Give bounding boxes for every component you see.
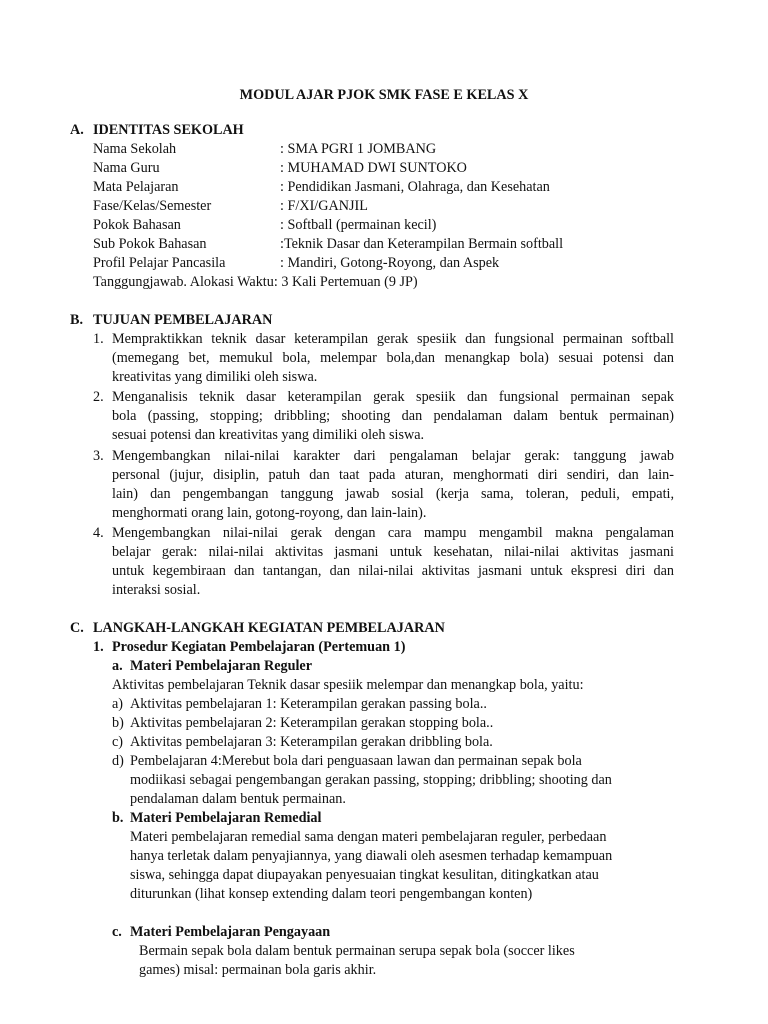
text-line: (memegang bet, memukul bola, melempar bola,dan menangkap bola) sesuai potensi dan <box>112 350 674 366</box>
identity-label: Nama Guru <box>93 160 160 176</box>
objective-item <box>112 388 674 445</box>
identity-label: Pokok Bahasan <box>93 217 181 233</box>
activity-text: Aktivitas pembelajaran 2: Keterampilan gerakan stopping bola.. <box>130 715 494 731</box>
list-number: 1. <box>93 331 104 347</box>
document-title: MODUL AJAR PJOK SMK FASE E KELAS X <box>239 87 529 103</box>
section-a-letter: A. <box>70 122 84 138</box>
identity-label: Fase/Kelas/Semester <box>93 198 212 214</box>
text-line: menghormati orang lain, gotong-royong, dan lain-lain). <box>112 505 427 521</box>
identity-value: :Teknik Dasar dan Keterampilan Bermain softball <box>280 236 564 252</box>
remedial-text-line: siswa, sehingga dapat diupayakan penyesuaian tingkat kesulitan, ditingkatkan atau <box>130 867 599 883</box>
enrichment-text-line: Bermain sepak bola dalam bentuk permainan serupa sepak bola (soccer likes <box>139 943 575 959</box>
identity-value: : F/XI/GANJIL <box>280 198 368 214</box>
subheading-b-letter: b. <box>112 810 124 826</box>
text-line: kreativitas yang dimiliki oleh siswa. <box>112 369 318 385</box>
list-number: 3. <box>93 448 104 464</box>
text-line: Mengembangkan nilai-nilai karakter dari pengalaman belajar gerak: tanggung jawab <box>112 448 674 464</box>
subheading-c: Materi Pembelajaran Pengayaan <box>130 924 331 940</box>
activity-mark: b) <box>112 715 124 731</box>
text-line: interaksi sosial. <box>112 582 201 598</box>
remedial-text-line: Materi pembelajaran remedial sama dengan materi pembelajaran reguler, perbedaan <box>130 829 607 845</box>
objective-item <box>112 447 674 523</box>
text-line: Mengembangkan nilai-nilai gerak dengan cara mampu mengambil makna pengalaman <box>112 525 674 541</box>
objective-item <box>112 330 674 387</box>
section-a-heading: IDENTITAS SEKOLAH <box>93 122 244 138</box>
activity-mark: a) <box>112 696 124 712</box>
activity-mark: c) <box>112 734 124 750</box>
identity-label: Profil Pelajar Pancasila <box>93 255 226 271</box>
activity-text: modiikasi sebagai pengembangan gerakan passing, stopping; dribbling; shooting dan <box>130 772 612 788</box>
text-line: untuk kegembiraan dan tantangan, dan nilai-nilai aktivitas jasmani untuk ekspresi diri dan <box>112 563 674 579</box>
subheading-b: Materi Pembelajaran Remedial <box>130 810 322 826</box>
text-line: personal (jujur, disiplin, patuh dan taat pada aturan, menghormati diri sendiri, dan lain- <box>112 467 674 483</box>
subheading-a-letter: a. <box>112 658 123 674</box>
identity-label: Mata Pelajaran <box>93 179 179 195</box>
activity-intro: Aktivitas pembelajaran Teknik dasar spesiik melempar dan menangkap bola, yaitu: <box>112 677 584 693</box>
objective-item <box>112 524 674 600</box>
activity-text: Aktivitas pembelajaran 3: Keterampilan gerakan dribbling bola. <box>130 734 493 750</box>
remedial-text-line: diturunkan (lihat konsep extending dalam teori pengembangan konten) <box>130 886 533 902</box>
activity-text: Pembelajaran 4:Merebut bola dari penguasaan lawan dan permainan sepak bola <box>130 753 582 769</box>
section-c-heading: LANGKAH-LANGKAH KEGIATAN PEMBELAJARAN <box>93 620 445 636</box>
identity-value: : Mandiri, Gotong-Royong, dan Aspek <box>280 255 500 271</box>
section-b-letter: B. <box>70 312 84 328</box>
identity-value: : SMA PGRI 1 JOMBANG <box>280 141 437 157</box>
text-line: Menganalisis teknik dasar keterampilan gerak spesiik dan fungsional permainan sepak <box>112 389 674 405</box>
section-b-heading: TUJUAN PEMBELAJARAN <box>93 312 273 328</box>
subheading-a: Materi Pembelajaran Reguler <box>130 658 313 674</box>
text-line: belajar gerak: nilai-nilai aktivitas jasmani untuk kesehatan, nilai-nilai aktivitas jasmani <box>112 544 674 560</box>
identity-label: Sub Pokok Bahasan <box>93 236 207 252</box>
text-line: sesuai potensi dan kreativitas yang dimiliki oleh siswa. <box>112 427 425 443</box>
identity-value: : Softball (permainan kecil) <box>280 217 437 233</box>
list-number: 4. <box>93 525 104 541</box>
text-line: bola (passing, stopping; dribbling; shooting dan pendalaman dalam bentuk permainan) <box>112 408 674 424</box>
remedial-text-line: hanya terletak dalam penyajiannya, yang diawali oleh asesmen terhadap kemampuan <box>130 848 613 864</box>
identity-value: : Pendidikan Jasmani, Olahraga, dan Kesehatan <box>280 179 550 195</box>
identity-label: Nama Sekolah <box>93 141 177 157</box>
section-c-letter: C. <box>70 620 84 636</box>
activity-text: pendalaman dalam bentuk permainan. <box>130 791 346 807</box>
text-line: Mempraktikkan teknik dasar keterampilan gerak spesiik dan fungsional permainan softball <box>112 331 674 347</box>
activity-mark: d) <box>112 753 124 769</box>
subsection-heading: Prosedur Kegiatan Pembelajaran (Pertemuan 1) <box>112 639 406 655</box>
list-number: 2. <box>93 389 104 405</box>
subsection-number: 1. <box>93 639 104 655</box>
activity-text: Aktivitas pembelajaran 1: Keterampilan gerakan passing bola.. <box>130 696 487 712</box>
identity-value: : MUHAMAD DWI SUNTOKO <box>280 160 467 176</box>
identity-last-line: Tanggungjawab. Alokasi Waktu: 3 Kali Pertemuan (9 JP) <box>93 274 418 290</box>
enrichment-text-line: games) misal: permainan bola garis akhir. <box>139 962 377 978</box>
subheading-c-letter: c. <box>112 924 122 940</box>
text-line: lain) dan pengembangan tanggung jawab sosial (kerja sama, toleran, peduli, empati, <box>112 486 674 502</box>
